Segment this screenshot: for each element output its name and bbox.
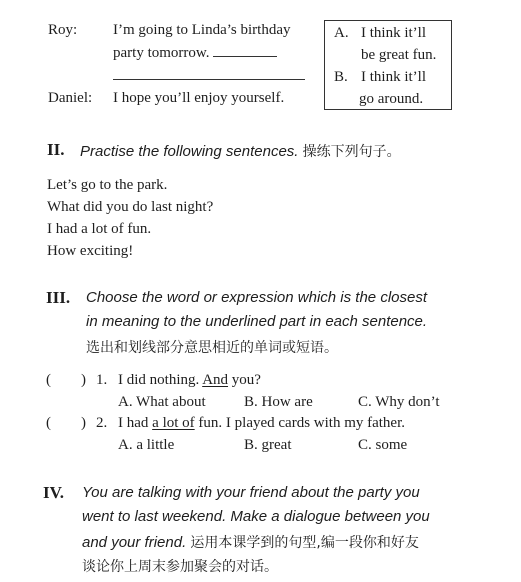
speaker-daniel: Daniel: xyxy=(48,90,93,106)
option-b-line-2: go around. xyxy=(359,91,424,107)
q2-underlined: a lot of xyxy=(152,415,195,431)
q2-answer-paren-open: ( xyxy=(46,415,51,431)
section-3-instruction-line-1: Choose the word or expression which is the closest xyxy=(86,289,428,306)
section-2-instruction xyxy=(80,141,401,161)
section-4-line-2: went to last weekend. Make a dialogue between you xyxy=(82,508,430,525)
roy-line-1: I’m going to Linda’s birthday xyxy=(113,22,291,38)
q1-answer-slot[interactable] xyxy=(55,372,79,390)
roy-line-2 xyxy=(113,45,277,62)
q1-option-c[interactable]: C. Why don’t xyxy=(358,394,440,410)
sentence-3: I had a lot of fun. xyxy=(47,221,152,237)
section-3-numeral: III. xyxy=(46,288,71,307)
q1-number: 1. xyxy=(96,372,108,388)
section-3-instruction-line-2: in meaning to the underlined part in each sentence. xyxy=(86,313,428,330)
q2-text xyxy=(118,415,405,432)
daniel-line: I hope you’ll enjoy yourself. xyxy=(113,90,285,106)
option-a-line-1: I think it’ll xyxy=(361,25,426,41)
q2-answer-paren-close: ) xyxy=(81,415,86,431)
q1-text-before: I did nothing. xyxy=(118,372,200,388)
speaker-roy: Roy: xyxy=(48,22,78,38)
q2-option-a[interactable]: A. a little xyxy=(118,437,175,453)
option-b-letter: B. xyxy=(334,69,348,85)
section-2-instruction-en: Practise the following sentences. xyxy=(80,143,299,160)
option-b-line-1: I think it’ll xyxy=(361,69,426,85)
q1-option-b[interactable]: B. How are xyxy=(244,394,313,410)
q1-answer-paren-open: ( xyxy=(46,372,51,388)
q2-text-before: I had xyxy=(118,415,149,431)
q1-text-after: you? xyxy=(231,372,261,388)
q1-answer-paren-close: ) xyxy=(81,372,86,388)
section-3-instruction-cn: 选出和划线部分意思相近的单词或短语。 xyxy=(86,340,338,356)
q1-option-a[interactable]: A. What about xyxy=(118,394,206,410)
q2-option-b[interactable]: B. great xyxy=(244,437,292,453)
q1-text xyxy=(118,372,261,389)
sentence-2: What did you do last night? xyxy=(47,199,214,215)
section-4-line-3-cn: 运用本课学到的句型,编一段你和好友 xyxy=(190,535,419,551)
answer-blank-2[interactable] xyxy=(113,79,305,80)
section-4-line-3-en: and your friend. xyxy=(82,534,187,551)
section-4-line-3 xyxy=(82,532,419,552)
q2-text-after: fun. I played cards with my father. xyxy=(198,415,406,431)
section-4-numeral: IV. xyxy=(43,483,64,502)
q1-underlined: And xyxy=(202,372,229,388)
section-2-instruction-cn: 操练下列句子。 xyxy=(302,144,401,160)
options-box xyxy=(324,20,452,110)
option-a-letter: A. xyxy=(334,25,349,41)
q2-option-c[interactable]: C. some xyxy=(358,437,408,453)
q2-number: 2. xyxy=(96,415,108,431)
section-4-line-4: 谈论你上周末参加聚会的对话。 xyxy=(82,559,278,575)
sentence-1: Let’s go to the park. xyxy=(47,177,168,193)
option-a-line-2: be great fun. xyxy=(361,47,437,63)
sentence-4: How exciting! xyxy=(47,243,134,259)
section-4-line-1: You are talking with your friend about the party you xyxy=(82,484,420,501)
answer-blank-1[interactable] xyxy=(213,56,277,57)
roy-line-2-text: party tomorrow. xyxy=(113,45,210,61)
q2-answer-slot[interactable] xyxy=(55,415,79,433)
section-2-numeral: II. xyxy=(47,140,65,159)
